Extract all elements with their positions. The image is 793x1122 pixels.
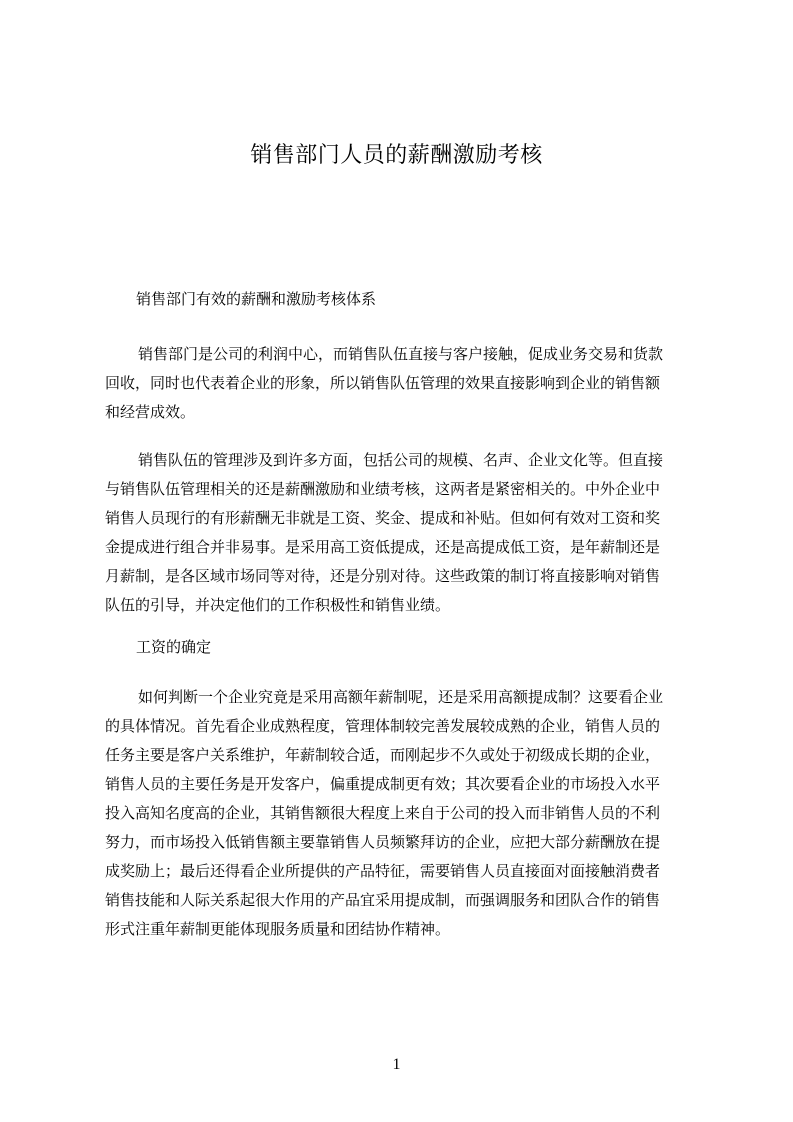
paragraph-line: 投入高知名度高的企业，其销售额很大程度上来自于公司的投入而非销售人员的不利	[105, 804, 661, 822]
paragraph-line: 销售队伍的管理涉及到许多方面，包括公司的规模、名声、企业文化等。但直接	[138, 451, 664, 469]
paragraph-line: 销售人员现行的有形薪酬无非就是工资、奖金、提成和补贴。但如何有效对工资和奖	[105, 509, 661, 527]
page-number: 1	[392, 1056, 401, 1073]
paragraph-line: 金提成进行组合并非易事。是采用高工资低提成，还是高提成低工资，是年薪制还是	[105, 538, 661, 556]
paragraph-line: 形式注重年薪制更能体现服务质量和团结协作精神。	[105, 920, 451, 938]
paragraph-line: 销售人员的主要任务是开发客户，偏重提成制更有效；其次要看企业的市场投入水平	[105, 775, 661, 793]
section-heading-salary: 工资的确定	[136, 638, 212, 656]
paragraph-2	[105, 446, 701, 620]
paragraph-line: 成奖励上；最后还得看企业所提供的产品特征，需要销售人员直接面对面接触消费者	[105, 862, 661, 880]
paragraph-line: 队伍的引导，并决定他们的工作积极性和销售业绩。	[105, 596, 451, 614]
paragraph-line: 和经营成效。	[105, 403, 196, 421]
paragraph-line: 销售部门是公司的利润中心，而销售队伍直接与客户接触，促成业务交易和货款	[138, 345, 664, 363]
section-subtitle: 销售部门有效的薪酬和激励考核体系	[136, 290, 377, 308]
paragraph-line: 任务主要是客户关系维护，年薪制较合适，而刚起步不久或处于初级成长期的企业，	[105, 746, 661, 764]
paragraph-line: 回收，同时也代表着企业的形象，所以销售队伍管理的效果直接影响到企业的销售额	[105, 374, 661, 392]
paragraph-line: 如何判断一个企业究竟是采用高额年薪制呢，还是采用高额提成制？这要看企业	[138, 688, 664, 706]
paragraph-line: 努力，而市场投入低销售额主要靠销售人员频繁拜访的企业，应把大部分薪酬放在提	[105, 833, 661, 851]
paragraph-1	[105, 340, 701, 427]
paragraph-3	[105, 683, 701, 944]
document-title: 销售部门人员的薪酬激励考核	[250, 143, 543, 168]
paragraph-line: 的具体情况。首先看企业成熟程度，管理体制较完善发展较成熟的企业，销售人员的	[105, 717, 661, 735]
paragraph-line: 与销售队伍管理相关的还是薪酬激励和业绩考核，这两者是紧密相关的。中外企业中	[105, 480, 661, 498]
paragraph-line: 销售技能和人际关系起很大作用的产品宜采用提成制，而强调服务和团队合作的销售	[105, 891, 661, 909]
paragraph-line: 月薪制，是各区域市场同等对待，还是分别对待。这些政策的制订将直接影响对销售	[105, 567, 661, 585]
